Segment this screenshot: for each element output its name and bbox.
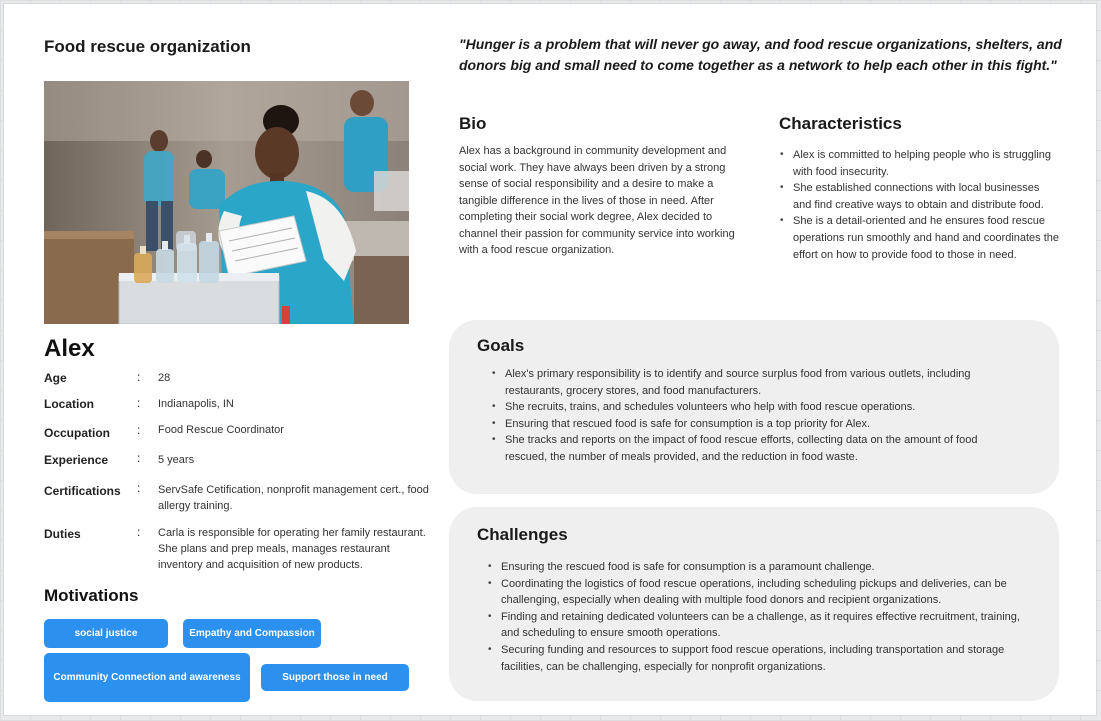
duties-colon: : [137, 525, 141, 539]
list-item: • Securing funding and resources to support food rescue operations, including transportation and storage facilities, can be challenging, especially for nonprofit organizations. [487, 642, 1037, 675]
volunteer-photo [44, 81, 409, 324]
certifications-value: ServSafe Cetification, nonprofit management cert., food allergy training. [158, 484, 429, 512]
goals-title: Goals [477, 336, 525, 355]
experience-label: Experience [44, 453, 109, 467]
challenges-title: Challenges [477, 525, 568, 544]
bio-text: Alex has a background in community development and social work. They have always been driven by a strong sense of social responsibility and a desire to make a tangible difference in the lives of those in need. After completing their social work degree, Alex decided to channel their passion for community service into working with a food rescue organization. [459, 145, 735, 256]
occupation-colon: : [137, 423, 141, 437]
list-item: • She recruits, trains, and schedules volunteers who help with food rescue operations. [491, 399, 1011, 416]
persona-quote: "Hunger is a problem that will never go away, and food rescue organizations, shelters, and donors big and small need to come together as a network to help each other in this fight." [459, 36, 1062, 73]
occupation-value: Food Rescue Coordinator [158, 424, 284, 436]
experience-colon: : [137, 451, 141, 465]
characteristics-title: Characteristics [779, 114, 902, 133]
persona-name: Alex [44, 335, 95, 362]
goals-panel [449, 320, 1059, 494]
motivation-tag: Community Connection and awareness [44, 653, 250, 702]
motivations-title: Motivations [44, 586, 139, 605]
certifications-colon: : [137, 481, 141, 495]
list-item: • She established connections with local businesses and find creative ways to obtain and distribute food. [779, 180, 1059, 213]
list-item: • Ensuring the rescued food is safe for consumption is a paramount challenge. [487, 559, 1037, 576]
list-item: • Coordinating the logistics of food rescue operations, including scheduling pickups and deliveries, can be challenging, especially when dealing with multiple food donors and recipient organizations. [487, 576, 1037, 609]
location-value: Indianapolis, IN [158, 398, 234, 410]
photo-illustration [44, 81, 409, 324]
goals-list [491, 366, 1011, 466]
challenges-panel [449, 507, 1059, 701]
experience-value: 5 years [158, 454, 195, 466]
list-item: • She is a detail-oriented and he ensures food rescue operations run smoothly and hand and coordinates the effort on how to provide food to those in need. [779, 213, 1059, 263]
motivation-tag: social justice [44, 619, 168, 648]
motivation-tag: Support those in need [261, 664, 409, 691]
challenges-list [487, 559, 1037, 675]
bio-title: Bio [459, 114, 487, 133]
location-label: Location [44, 397, 94, 411]
occupation-label: Occupation [44, 426, 111, 440]
motivation-tag: Empathy and Compassion [183, 619, 321, 648]
age-label: Age [44, 371, 67, 385]
list-item: • She tracks and reports on the impact of food rescue efforts, collecting data on the amount of food rescued, the number of meals provided, and the reduction in food waste. [491, 432, 1011, 465]
duties-value: Carla is responsible for operating her family restaurant. She plans and prep meals, manages restaurant inventory and acquisition of new products. [158, 527, 426, 571]
list-item: • Alex's primary responsibility is to identify and source surplus food from various outlets, including restaurants, grocery stores, and food manufacturers. [491, 366, 1011, 399]
persona-card [3, 3, 1097, 716]
list-item: • Ensuring that rescued food is safe for consumption is a top priority for Alex. [491, 416, 1011, 433]
age-colon: : [137, 370, 141, 384]
age-value: 28 [158, 372, 171, 384]
certifications-label: Certifications [44, 484, 121, 498]
org-title: Food rescue organization [44, 37, 251, 56]
list-item: • Finding and retaining dedicated volunteers can be a challenge, as it requires effective recruitment, training, and scheduling to ensure smooth operations. [487, 609, 1037, 642]
location-colon: : [137, 396, 141, 410]
duties-label: Duties [44, 527, 81, 541]
characteristics-list [779, 147, 1059, 263]
list-item: • Alex is committed to helping people who is struggling with food insecurity. [779, 147, 1059, 180]
